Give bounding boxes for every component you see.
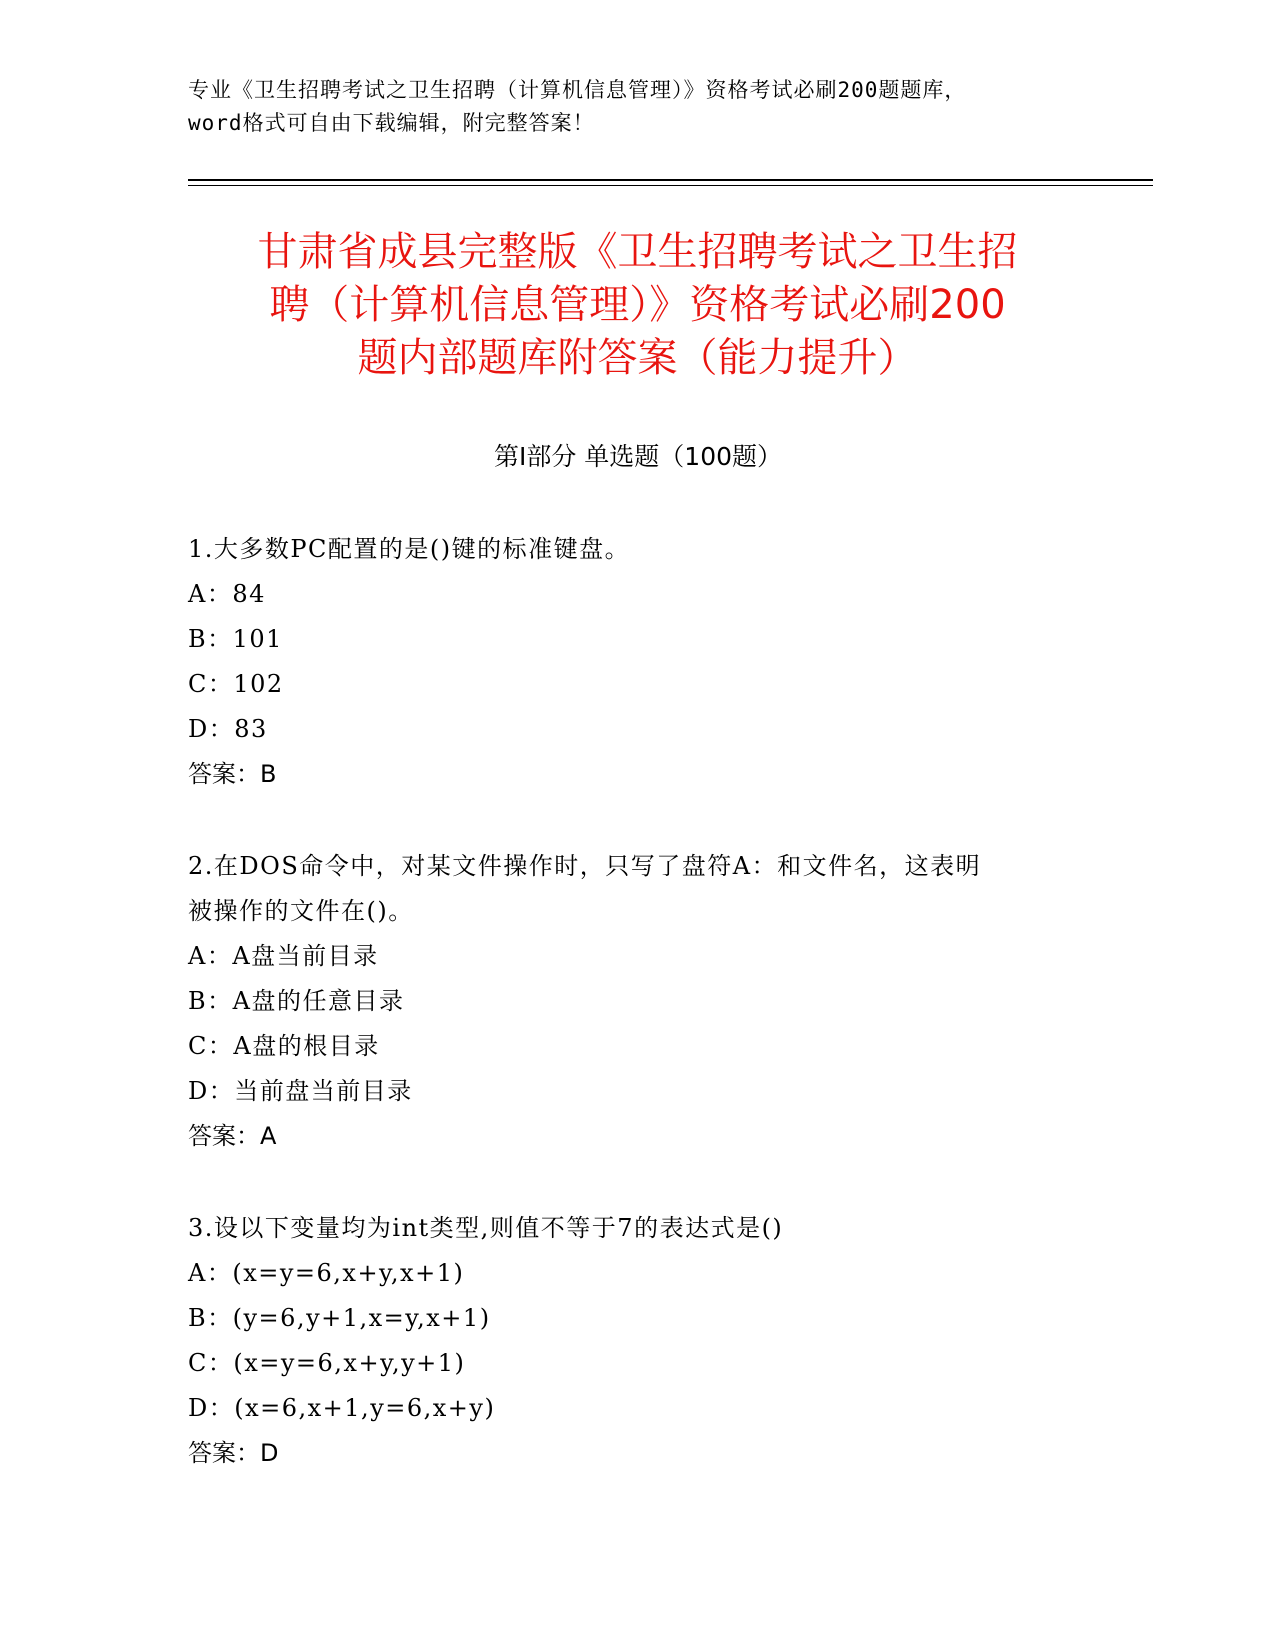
title-line-2: 聘（计算机信息管理）》资格考试必刷200 [269, 282, 1006, 328]
answer-text: 答案：B [188, 760, 277, 788]
option-a: A：(x=y=6,x+y,x+1) [188, 1259, 465, 1287]
option-c: C：A盘的根目录 [188, 1032, 380, 1060]
question-text: 1.大多数PC配置的是()键的标准键盘。 [188, 535, 631, 563]
question-item [188, 1206, 1088, 1476]
title-line-1: 甘肃省成县完整版《卫生招聘考试之卫生招 [257, 229, 1018, 275]
question-item [188, 844, 1088, 1159]
document-title [160, 226, 1115, 385]
header-divider-thin [188, 185, 1153, 186]
question-text: 2.在DOS命令中，对某文件操作时，只写了盘符A：和文件名，这表明 [188, 852, 982, 880]
option-c: C：(x=y=6,x+y,y+1) [188, 1349, 466, 1377]
header-note [188, 74, 1088, 140]
option-d: D：83 [188, 715, 268, 743]
option-a: A：A盘当前目录 [188, 942, 379, 970]
header-divider-thick [188, 179, 1153, 181]
option-b: B：A盘的任意目录 [188, 987, 405, 1015]
option-c: C：102 [188, 670, 284, 698]
title-line-3: 题内部题库附答案（能力提升） [357, 335, 918, 381]
option-a: A：84 [188, 580, 266, 608]
header-line-2: word格式可自由下载编辑，附完整答案！ [188, 111, 595, 135]
question-text: 3.设以下变量均为int类型,则值不等于7的表达式是() [188, 1214, 784, 1242]
option-b: B：(y=6,y+1,x=y,x+1) [188, 1304, 491, 1332]
option-d: D：当前盘当前目录 [188, 1077, 413, 1105]
header-line-1: 专业《卫生招聘考试之卫生招聘（计算机信息管理）》资格考试必刷200题题库， [188, 78, 967, 102]
question-item [188, 527, 1088, 797]
option-b: B：101 [188, 625, 283, 653]
question-text-continued: 被操作的文件在()。 [188, 897, 414, 925]
answer-text: 答案：A [188, 1122, 277, 1150]
question-list [188, 527, 1088, 1523]
section-title: 第Ⅰ部分 单选题（100题） [493, 442, 783, 471]
answer-text: 答案：D [188, 1439, 279, 1467]
option-d: D：(x=6,x+1,y=6,x+y) [188, 1394, 496, 1422]
